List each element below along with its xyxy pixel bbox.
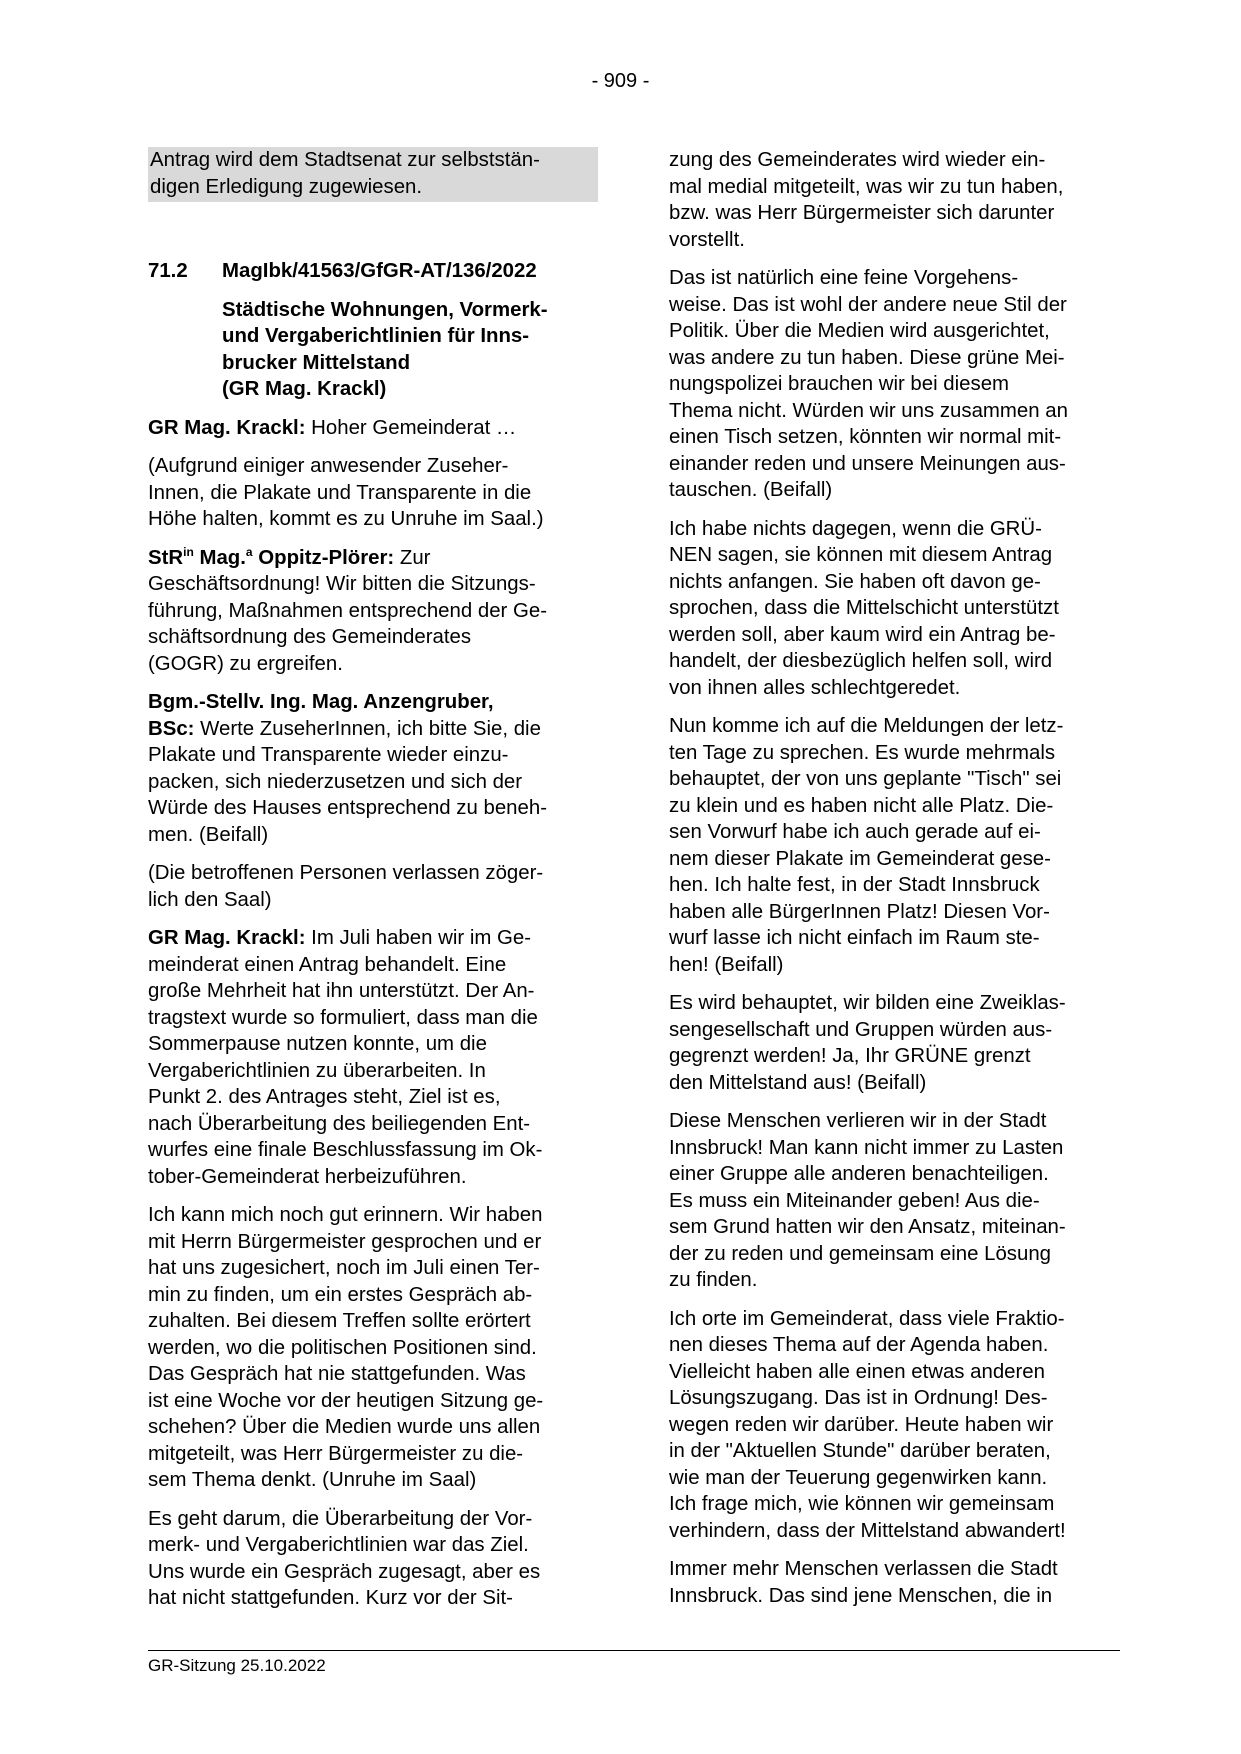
paragraph [148, 453, 598, 533]
text-line: Antrag wird dem Stadtsenat zur selbststän- [150, 149, 540, 171]
footer-divider [148, 1650, 1120, 1651]
text-line: min zu finden, um ein erstes Gespräch ab- [148, 1283, 533, 1306]
paragraph [669, 1108, 1119, 1294]
text-line: Höhe halten, kommt es zu Unruhe im Saal.) [148, 508, 544, 530]
title-line: und Vergaberichtlinien für Inns- [222, 325, 530, 347]
text-line: hen. Ich halte fest, in der Stadt Innsbruck [669, 874, 1040, 896]
agenda-item-title [222, 297, 598, 403]
assignment-note [148, 147, 598, 202]
paragraph [669, 1556, 1119, 1609]
text-line: werden soll, aber kaum wird ein Antrag be- [669, 623, 1056, 646]
text-line: von ihnen alles schlechtgeredet. [669, 676, 961, 699]
title-line: brucker Mittelstand [222, 351, 411, 374]
paragraph [669, 1306, 1119, 1545]
speaker-name: Bgm.-Stellv. Ing. Mag. Anzengruber, [148, 691, 494, 713]
speaker-name: GR Mag. Krackl: [148, 416, 306, 439]
paragraph [669, 265, 1119, 504]
text-line: Ich kann mich noch gut erinnern. Wir haben [148, 1204, 543, 1226]
text-line: Innsbruck! Man kann nicht immer zu Lasten [669, 1136, 1064, 1159]
paragraph [148, 415, 598, 442]
text-line: Geschäftsordnung! Wir bitten die Sitzungs- [148, 573, 536, 595]
text-line: ten Tage zu sprechen. Es wurde mehrmals [669, 741, 1056, 764]
text-line: zu finden. [669, 1269, 758, 1291]
text-line: schehen? Über die Medien wurde uns allen [148, 1416, 541, 1438]
text-line: Würde des Hauses entsprechend zu beneh- [148, 797, 547, 819]
text-line: nach Überarbeitung des beiliegenden Ent- [148, 1112, 531, 1135]
speaker-part: Oppitz-Plörer: [252, 546, 395, 569]
speaker-superscript: in [183, 544, 194, 559]
title-line: Städtische Wohnungen, Vormerk- [222, 298, 548, 321]
text-line: gegrenzt werden! Ja, Ihr GRÜNE grenzt [669, 1045, 1031, 1067]
text-line [148, 545, 598, 572]
text-line: digen Erledigung zugewiesen. [150, 175, 423, 198]
paragraph [669, 147, 1119, 253]
text-line [148, 716, 598, 743]
text-line: Plakate und Transparente wieder einzu- [148, 744, 509, 766]
text-line: nem dieser Plakate im Gemeinderat gese- [669, 847, 1051, 870]
text-line: hat nicht stattgefunden. Kurz vor der Sit- [148, 1587, 513, 1609]
text-line: Innsbruck. Das sind jene Menschen, die in [669, 1584, 1053, 1607]
text-line: Diese Menschen verlieren wir in der Stadt [669, 1110, 1047, 1132]
text-line: verhindern, dass der Mittelstand abwandert! [669, 1519, 1066, 1542]
text-line: tragstext wurde so formuliert, dass man die [148, 1006, 538, 1029]
speaker-superscript: a [245, 544, 253, 559]
text-line: werden, wo die politischen Positionen sind. [148, 1336, 537, 1359]
text-line: Punkt 2. des Antrages steht, Ziel ist es, [148, 1086, 501, 1108]
text-line: wegen reden wir darüber. Heute haben wir [669, 1413, 1054, 1436]
speech-text: Zur [394, 546, 431, 569]
footer-session-date: GR-Sitzung 25.10.2022 [148, 1656, 326, 1675]
text-line: bzw. was Herr Bürgermeister sich darunter [669, 202, 1055, 224]
paragraph [148, 545, 598, 678]
text-line: Innen, die Plakate und Transparente in die [148, 481, 532, 504]
speaker-name: BSc: [148, 717, 195, 740]
text-line: wurf lasse ich nicht einfach im Raum ste- [669, 927, 1040, 949]
text-line: lich den Saal) [148, 888, 272, 911]
speaker-part: StR [148, 546, 184, 569]
paragraph [148, 925, 598, 1190]
text-line: Sommerpause nutzen konnte, um die [148, 1033, 487, 1055]
paragraph [669, 990, 1119, 1096]
speaker-name [148, 544, 395, 569]
text-line: packen, sich niederzusetzen und sich der [148, 770, 523, 793]
text-line: Es wird behauptet, wir bilden eine Zweiklas- [669, 992, 1066, 1014]
text-line: Lösungszugang. Das ist in Ordnung! Des- [669, 1387, 1048, 1409]
text-line: schäftsordnung des Gemeinderates [148, 626, 472, 648]
paragraph [669, 713, 1119, 978]
agenda-item-reference: MagIbk/41563/GfGR-AT/136/2022 [222, 260, 537, 282]
text-line: sen Vorwurf habe ich auch gerade auf ei- [669, 821, 1041, 843]
text-line: behauptet, der von uns geplante "Tisch" sei [669, 768, 1062, 790]
text-line: (Die betroffenen Personen verlassen zöger- [148, 862, 544, 884]
text-line: Es muss ein Miteinander geben! Aus die- [669, 1189, 1040, 1212]
speech-text: Werte ZuseherInnen, ich bitte Sie, die [194, 717, 541, 740]
text-line: (Aufgrund einiger anwesender Zuseher- [148, 455, 509, 477]
title-line: (GR Mag. Krackl) [222, 378, 387, 400]
text-line: tauschen. (Beifall) [669, 479, 833, 501]
text-line: Thema nicht. Würden wir uns zusammen an [669, 399, 1068, 422]
text-line: mitgeteilt, was Herr Bürgermeister zu die- [148, 1442, 524, 1465]
text-line: nichts anfangen. Sie haben oft davon ge- [669, 570, 1041, 593]
text-line: zu klein und es haben nicht alle Platz. Die- [669, 794, 1054, 817]
text-line: der zu reden und gemeinsam eine Lösung [669, 1242, 1052, 1265]
text-line: Immer mehr Menschen verlassen die Stadt [669, 1558, 1058, 1580]
text-line: wurfes eine finale Beschlussfassung im Ok- [148, 1139, 543, 1161]
text-line: weise. Das ist wohl der andere neue Stil der [669, 293, 1067, 316]
paragraph [148, 1202, 598, 1494]
text-line: (GOGR) zu ergreifen. [148, 652, 343, 675]
agenda-item-heading [148, 258, 598, 285]
agenda-item-number: 71.2 [148, 260, 188, 282]
text-line: den Mittelstand aus! (Beifall) [669, 1071, 927, 1094]
paragraph [148, 689, 598, 848]
page-number: - 909 - [591, 70, 650, 92]
text-line: nen dieses Thema auf der Agenda haben. [669, 1334, 1049, 1356]
text-line: sem Thema denkt. (Unruhe im Saal) [148, 1469, 477, 1491]
text-line: hat uns zugesichert, noch im Juli einen Ter- [148, 1257, 540, 1279]
text-line: sengesellschaft und Gruppen würden aus- [669, 1018, 1053, 1041]
text-line: zung des Gemeinderates wird wieder ein- [669, 149, 1046, 171]
text-line: mit Herrn Bürgermeister gesprochen und er [148, 1230, 542, 1253]
text-line: nungspolizei brauchen wir bei diesem [669, 373, 1010, 395]
text-line [148, 925, 598, 952]
text-line: Vergaberichtlinien zu überarbeiten. In [148, 1059, 486, 1082]
text-line: wie man der Teuerung gegenwirken kann. [669, 1466, 1048, 1489]
text-line: große Mehrheit hat ihn unterstützt. Der An- [148, 980, 535, 1002]
text-line: vorstellt. [669, 228, 745, 251]
text-line: haben alle BürgerInnen Platz! Diesen Vor- [669, 900, 1050, 923]
text-line: sprochen, dass die Mittelschicht unterstützt [669, 597, 1059, 619]
paragraph [148, 1506, 598, 1612]
paragraph [148, 860, 598, 913]
text-line: Das Gespräch hat nie stattgefunden. Was [148, 1363, 526, 1385]
text-line: Vielleicht haben alle einen etwas anderen [669, 1360, 1045, 1383]
right-column [669, 147, 1119, 1621]
text-line: was andere zu tun haben. Diese grüne Mei- [669, 346, 1065, 369]
text-line: führung, Maßnahmen entsprechend der Ge- [148, 599, 547, 622]
paragraph [669, 516, 1119, 702]
text-line: mal medial mitgeteilt, was wir zu tun haben, [669, 175, 1064, 198]
text-line: Das ist natürlich eine feine Vorgehens- [669, 267, 1019, 289]
left-column [148, 147, 598, 1624]
text-line: tober-Gemeinderat herbeizuführen. [148, 1165, 467, 1188]
text-line: merk- und Vergaberichtlinien war das Ziel. [148, 1534, 529, 1556]
speech-text: Hoher Gemeinderat … [305, 416, 517, 439]
speech-text: Im Juli haben wir im Ge- [305, 927, 531, 949]
text-line: Ich orte im Gemeinderat, dass viele Fraktio- [669, 1307, 1065, 1330]
text-line: NEN sagen, sie können mit diesem Antrag [669, 544, 1053, 566]
text-line: meinderat einen Antrag behandelt. Eine [148, 953, 507, 976]
text-line: Ich habe nichts dagegen, wenn die GRÜ- [669, 517, 1042, 540]
text-line: einer Gruppe alle anderen benachteiligen. [669, 1163, 1049, 1185]
text-line: handelt, der diesbezüglich helfen soll, wird [669, 650, 1053, 672]
text-line: Es geht darum, die Überarbeitung der Vor- [148, 1507, 533, 1530]
text-line: hen! (Beifall) [669, 953, 784, 976]
text-line: ist eine Woche vor der heutigen Sitzung ge- [148, 1389, 544, 1412]
text-line: einander reden und unsere Meinungen aus- [669, 452, 1066, 475]
speaker-part: Mag. [193, 546, 246, 569]
text-line: Ich frage mich, wie können wir gemeinsam [669, 1493, 1055, 1515]
text-line: sem Grund hatten wir den Ansatz, miteinan- [669, 1216, 1066, 1238]
text-line: Uns wurde ein Gespräch zugesagt, aber es [148, 1560, 541, 1583]
text-line: in der "Aktuellen Stunde" darüber beraten, [669, 1440, 1051, 1462]
text-line: Nun komme ich auf die Meldungen der letz- [669, 715, 1064, 737]
text-line: Politik. Über die Medien wird ausgerichtet, [669, 320, 1050, 342]
speaker-name: GR Mag. Krackl: [148, 927, 306, 949]
text-line: einen Tisch setzen, könnten wir normal mit- [669, 426, 1062, 448]
text-line: men. (Beifall) [148, 823, 269, 846]
text-line: zuhalten. Bei diesem Treffen sollte erörtert [148, 1310, 531, 1332]
